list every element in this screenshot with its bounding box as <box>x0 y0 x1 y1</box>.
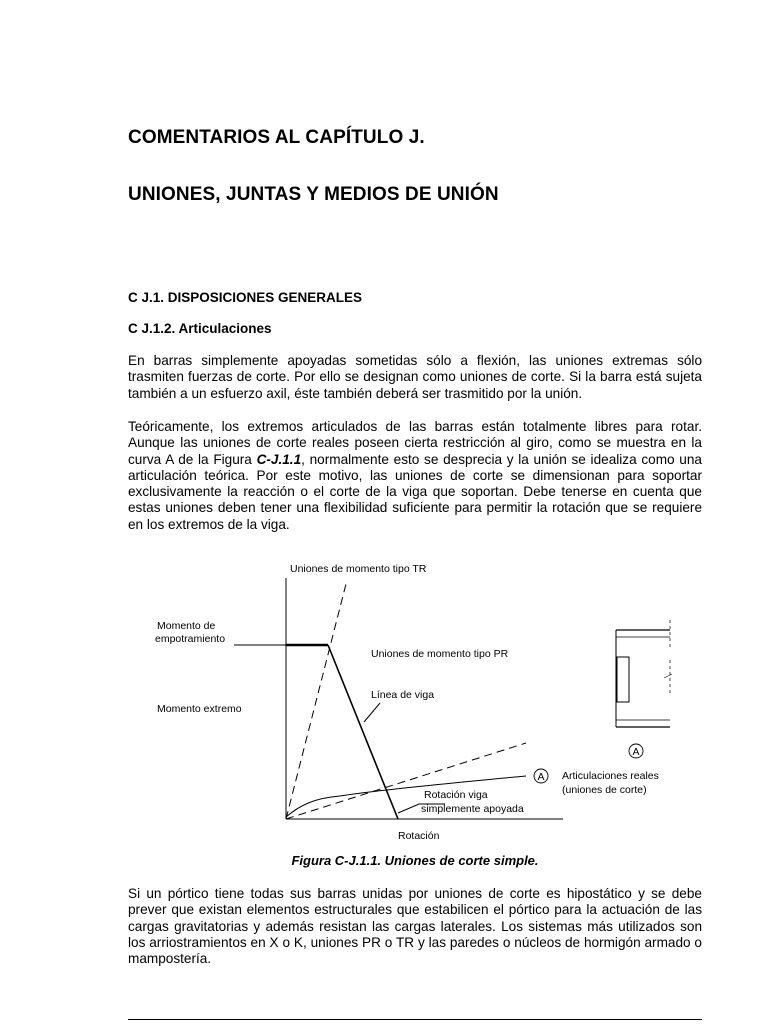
label-tr: Uniones de momento tipo TR <box>290 563 427 575</box>
figure-diagram <box>0 555 768 855</box>
tr-moment-line <box>286 584 346 819</box>
label-linea-viga: Línea de viga <box>371 689 435 701</box>
footer-rule <box>128 1019 702 1020</box>
paragraph-3: Si un pórtico tiene todas sus barras unidas por uniones de corte es hipostático y se debe prever que existan elementos estructurales que estabilicen el pórtico para la actuación de las cargas gravitatorias y además resistan las cargas laterales. Los sistemas más utilizados son los arriostramientos en X o K, uniones PR o TR y las paredes o núcleos de hormigón armado o mampostería. <box>128 886 702 967</box>
paragraph-2 <box>128 419 702 533</box>
label-rotacion-viga-1: Rotación viga <box>424 789 488 801</box>
figure-caption: Figura C-J.1.1. Uniones de corte simple. <box>291 853 539 868</box>
leader-linea-viga <box>364 703 380 722</box>
chapter-subtitle: UNIONES, JUNTAS Y MEDIOS DE UNIÓN <box>128 184 499 205</box>
label-rotacion-viga-2: simplemente apoyada <box>421 803 524 815</box>
paragraph-2-text-a: Teóricamente, los extremos articulados de las barras están totalmente libres para rotar. Aunque las uniones de corte reales poseen cierta restricción al giro, como se muestra en la curva A de la Figura <box>128 419 702 467</box>
detail-marker-text: A <box>632 746 640 758</box>
label-pr: Uniones de momento tipo PR <box>371 648 509 660</box>
section-title: C J.1. DISPOSICIONES GENERALES <box>128 290 363 305</box>
label-momento-extremo: Momento extremo <box>157 703 242 715</box>
curve-a-marker-text: A <box>537 771 545 783</box>
label-articulaciones-1: Articulaciones reales <box>562 770 659 782</box>
connection-detail <box>616 620 672 758</box>
paragraph-1: En barras simplemente apoyadas sometidas sólo a flexión, las uniones extremas sólo trasmiten fuerzas de corte. Por ello se designan como uniones de corte. Si la barra está sujeta también a un esfuerzo axil, éste también deberá ser trasmitido por la unión. <box>128 353 702 401</box>
label-empotramiento-2: empotramiento <box>155 633 226 645</box>
label-empotramiento-1: Momento de <box>157 620 216 632</box>
paragraph-2-text-b: , normalmente esto se desprecia y la unión se idealiza como una articulación teórica. Por este motivo, las uniones de corte se dimensionan para soportar exclusivamente la reacción o el corte de la viga que soportan. Debe tenerse en cuenta que estas uniones deben tener una flexibilidad suficiente para permitir la rotación que se requiere en los extremos de la viga. <box>128 451 702 532</box>
chapter-title: COMENTARIOS AL CAPÍTULO J. <box>128 127 425 148</box>
label-articulaciones-2: (uniones de corte) <box>562 784 647 796</box>
figure-reference: C-J.1.1 <box>256 451 302 467</box>
label-rotacion: Rotación <box>398 830 440 842</box>
subsection-title: C J.1.2. Articulaciones <box>128 321 272 336</box>
